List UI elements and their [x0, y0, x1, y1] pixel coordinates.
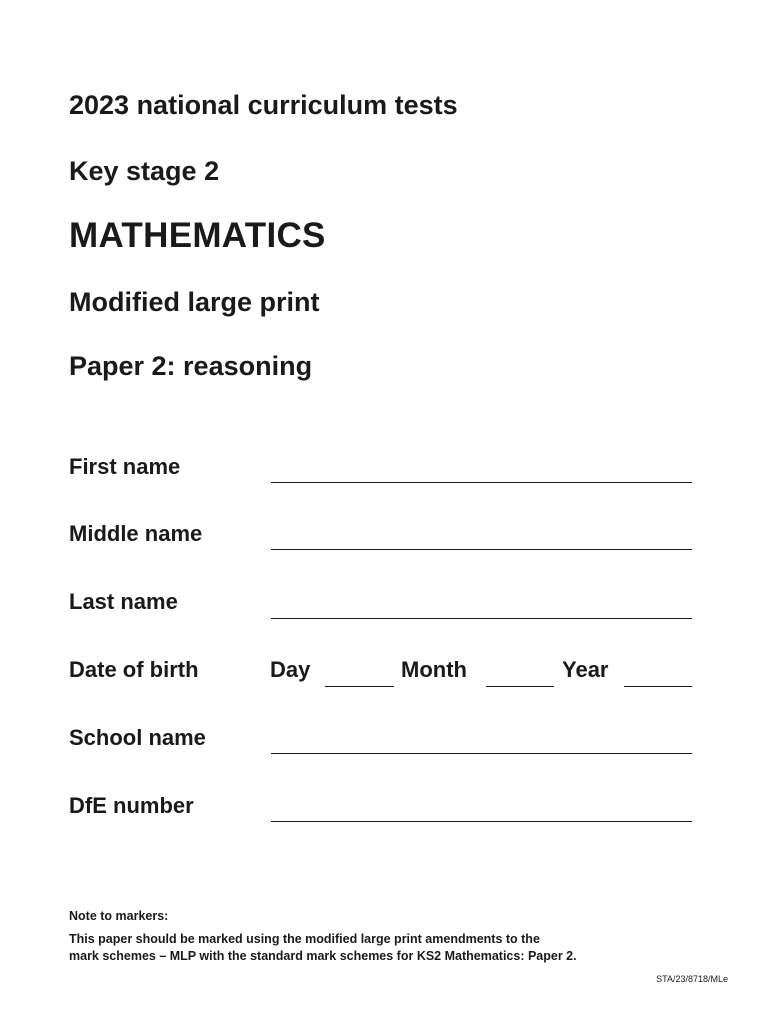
first-name-label: First name	[69, 454, 181, 479]
note-text-line-2: mark schemes – MLP with the standard mark schemes for KS2 Mathematics: Paper 2.	[69, 949, 577, 963]
document-reference-code: STA/23/8718/MLe	[656, 974, 728, 984]
dob-day-label: Day	[270, 657, 311, 682]
first-name-line	[271, 482, 692, 483]
subject-heading: MATHEMATICS	[69, 216, 326, 255]
dob-month-line	[486, 686, 554, 687]
dfe-number-line	[271, 821, 692, 822]
dob-year-label: Year	[562, 657, 609, 682]
dob-year-line	[624, 686, 692, 687]
date-of-birth-label: Date of birth	[69, 657, 199, 682]
modified-large-print-heading: Modified large print	[69, 287, 320, 317]
dob-day-line	[325, 686, 394, 687]
middle-name-line	[271, 549, 692, 550]
school-name-line	[271, 753, 692, 754]
note-title: Note to markers:	[69, 909, 169, 923]
paper-title: Paper 2: reasoning	[69, 351, 313, 381]
dfe-number-label: DfE number	[69, 793, 194, 818]
tests-heading: 2023 national curriculum tests	[69, 90, 458, 120]
dob-month-label: Month	[401, 657, 467, 682]
middle-name-label: Middle name	[69, 521, 203, 546]
last-name-label: Last name	[69, 589, 178, 614]
school-name-label: School name	[69, 725, 206, 750]
note-text-line-1: This paper should be marked using the modified large print amendments to the	[69, 932, 540, 946]
key-stage-heading: Key stage 2	[69, 156, 220, 186]
last-name-line	[271, 618, 692, 619]
